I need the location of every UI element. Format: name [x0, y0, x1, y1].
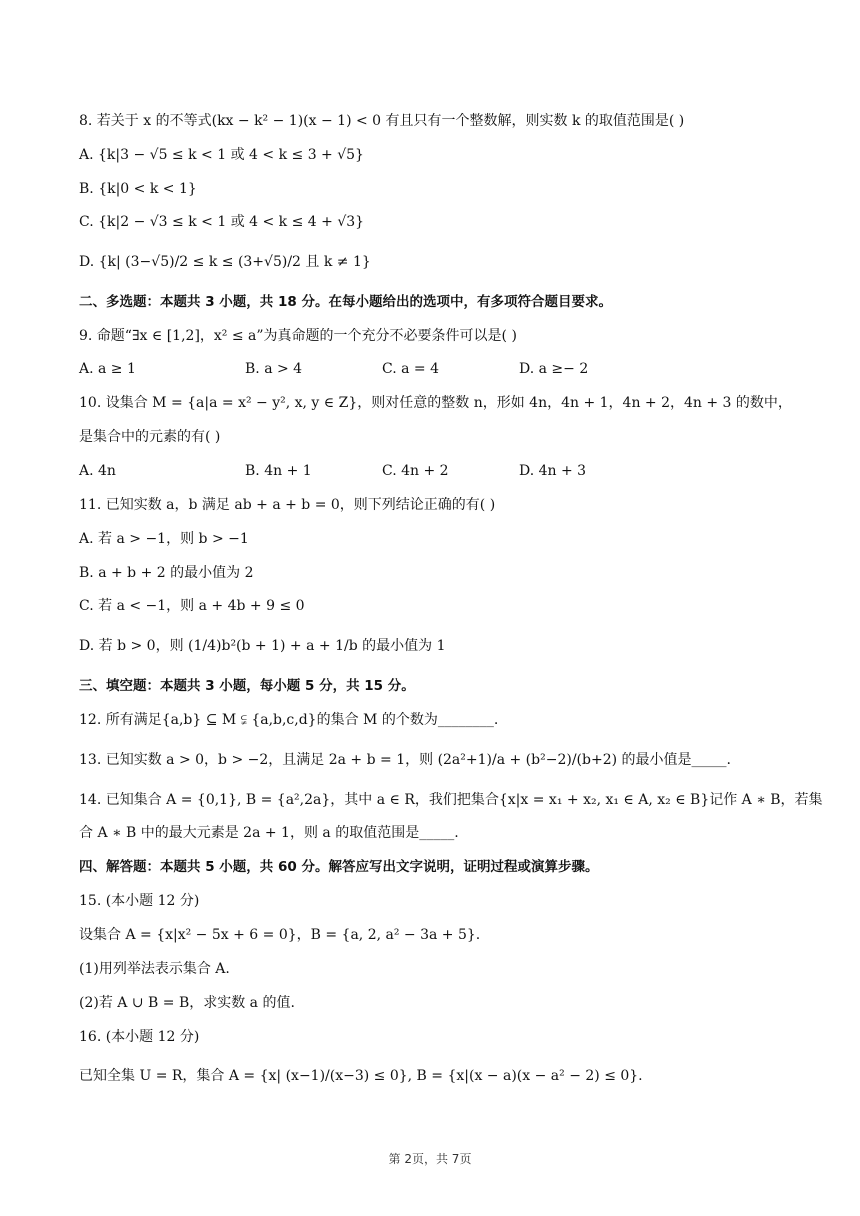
q10-option-c: C. 4n + 2 [382, 463, 449, 479]
q10-options [79, 461, 819, 481]
section-2-heading: 二、多选题：本题共 3 小题，共 18 分。在每小题给出的选项中，有多项符合题目要求。 [79, 294, 612, 310]
q12-stem: 12. 所有满足{a,b} ⊆ M ⫋ {a,b,c,d}的集合 M 的个数为________. [79, 712, 499, 728]
q10-option-d: D. 4n + 3 [519, 463, 587, 479]
q16-header: 16. (本小题 12 分) [79, 1029, 200, 1045]
q11-option-a: A. 若 a > −1，则 b > −1 [79, 531, 249, 547]
q10-option-b: B. 4n + 1 [245, 463, 312, 479]
q11-stem: 11. 已知实数 a，b 满足 ab + a + b = 0，则下列结论正确的有( ) [79, 497, 496, 513]
q8-option-c: C. {k|2 − √3 ≤ k < 1 或 4 < k ≤ 4 + √3} [79, 214, 365, 230]
q15-part-1: (1)用列举法表示集合 A. [79, 961, 230, 977]
section-4-heading: 四、解答题：本题共 5 小题，共 60 分。解答应写出文字说明，证明过程或演算步骤。 [79, 859, 599, 875]
q13-stem: 13. 已知实数 a > 0，b > −2，且满足 2a + b = 1，则 (2a²+1)/a + (b²−2)/(b+2) 的最小值是_____. [79, 752, 731, 768]
q8-option-d: D. {k| (3−√5)/2 ≤ k ≤ (3+√5)/2 且 k ≠ 1} [79, 254, 371, 270]
q10-stem-cont: 是集合中的元素的有( ) [79, 429, 221, 445]
q14-stem: 14. 已知集合 A = {0,1}, B = {a²,2a}，其中 a ∈ R，我们把集合{x|x = x₁ + x₂, x₁ ∈ A, x₂ ∈ B}记作 A ∗ B，若集 [79, 792, 823, 808]
q9-options [79, 359, 819, 379]
q9-option-d: D. a ≥− 2 [519, 361, 589, 377]
q9-stem: 9. 命题“∃x ∈ [1,2]，x² ≤ a”为真命题的一个充分不必要条件可以是( ) [79, 328, 517, 344]
q15-part-2: (2)若 A ∪ B = B，求实数 a 的值. [79, 995, 295, 1011]
q14-stem-cont: 合 A ∗ B 中的最大元素是 2a + 1，则 a 的取值范围是_____. [79, 825, 459, 841]
q11-option-d: D. 若 b > 0，则 (1/4)b²(b + 1) + a + 1/b 的最小值为 1 [79, 638, 446, 654]
q11-option-b: B. a + b + 2 的最小值为 2 [79, 565, 254, 581]
q8-option-a: A. {k|3 − √5 ≤ k < 1 或 4 < k ≤ 3 + √5} [79, 147, 364, 163]
q8-stem: 8. 若关于 x 的不等式(kx − k² − 1)(x − 1) < 0 有且只有一个整数解，则实数 k 的取值范围是( ) [79, 113, 685, 129]
q8-option-b: B. {k|0 < k < 1} [79, 181, 197, 197]
q9-option-b: B. a > 4 [245, 361, 303, 377]
section-3-heading: 三、填空题：本题共 3 小题，每小题 5 分，共 15 分。 [79, 678, 415, 694]
q11-option-c: C. 若 a < −1，则 a + 4b + 9 ≤ 0 [79, 598, 305, 614]
q16-body: 已知全集 U = R，集合 A = {x| (x−1)/(x−3) ≤ 0}, B = {x|(x − a)(x − a² − 2) ≤ 0}. [79, 1068, 643, 1084]
q9-option-a: A. a ≥ 1 [79, 361, 136, 377]
q10-option-a: A. 4n [79, 463, 116, 479]
q15-header: 15. (本小题 12 分) [79, 893, 200, 909]
page-footer: 第 2页，共 7页 [388, 1152, 472, 1166]
q15-body: 设集合 A = {x|x² − 5x + 6 = 0}，B = {a, 2, a² − 3a + 5}. [79, 927, 481, 943]
q9-option-c: C. a = 4 [382, 361, 439, 377]
q10-stem: 10. 设集合 M = {a|a = x² − y², x, y ∈ Z}，则对任意的整数 n，形如 4n，4n + 1，4n + 2，4n + 3 的数中， [79, 395, 792, 411]
